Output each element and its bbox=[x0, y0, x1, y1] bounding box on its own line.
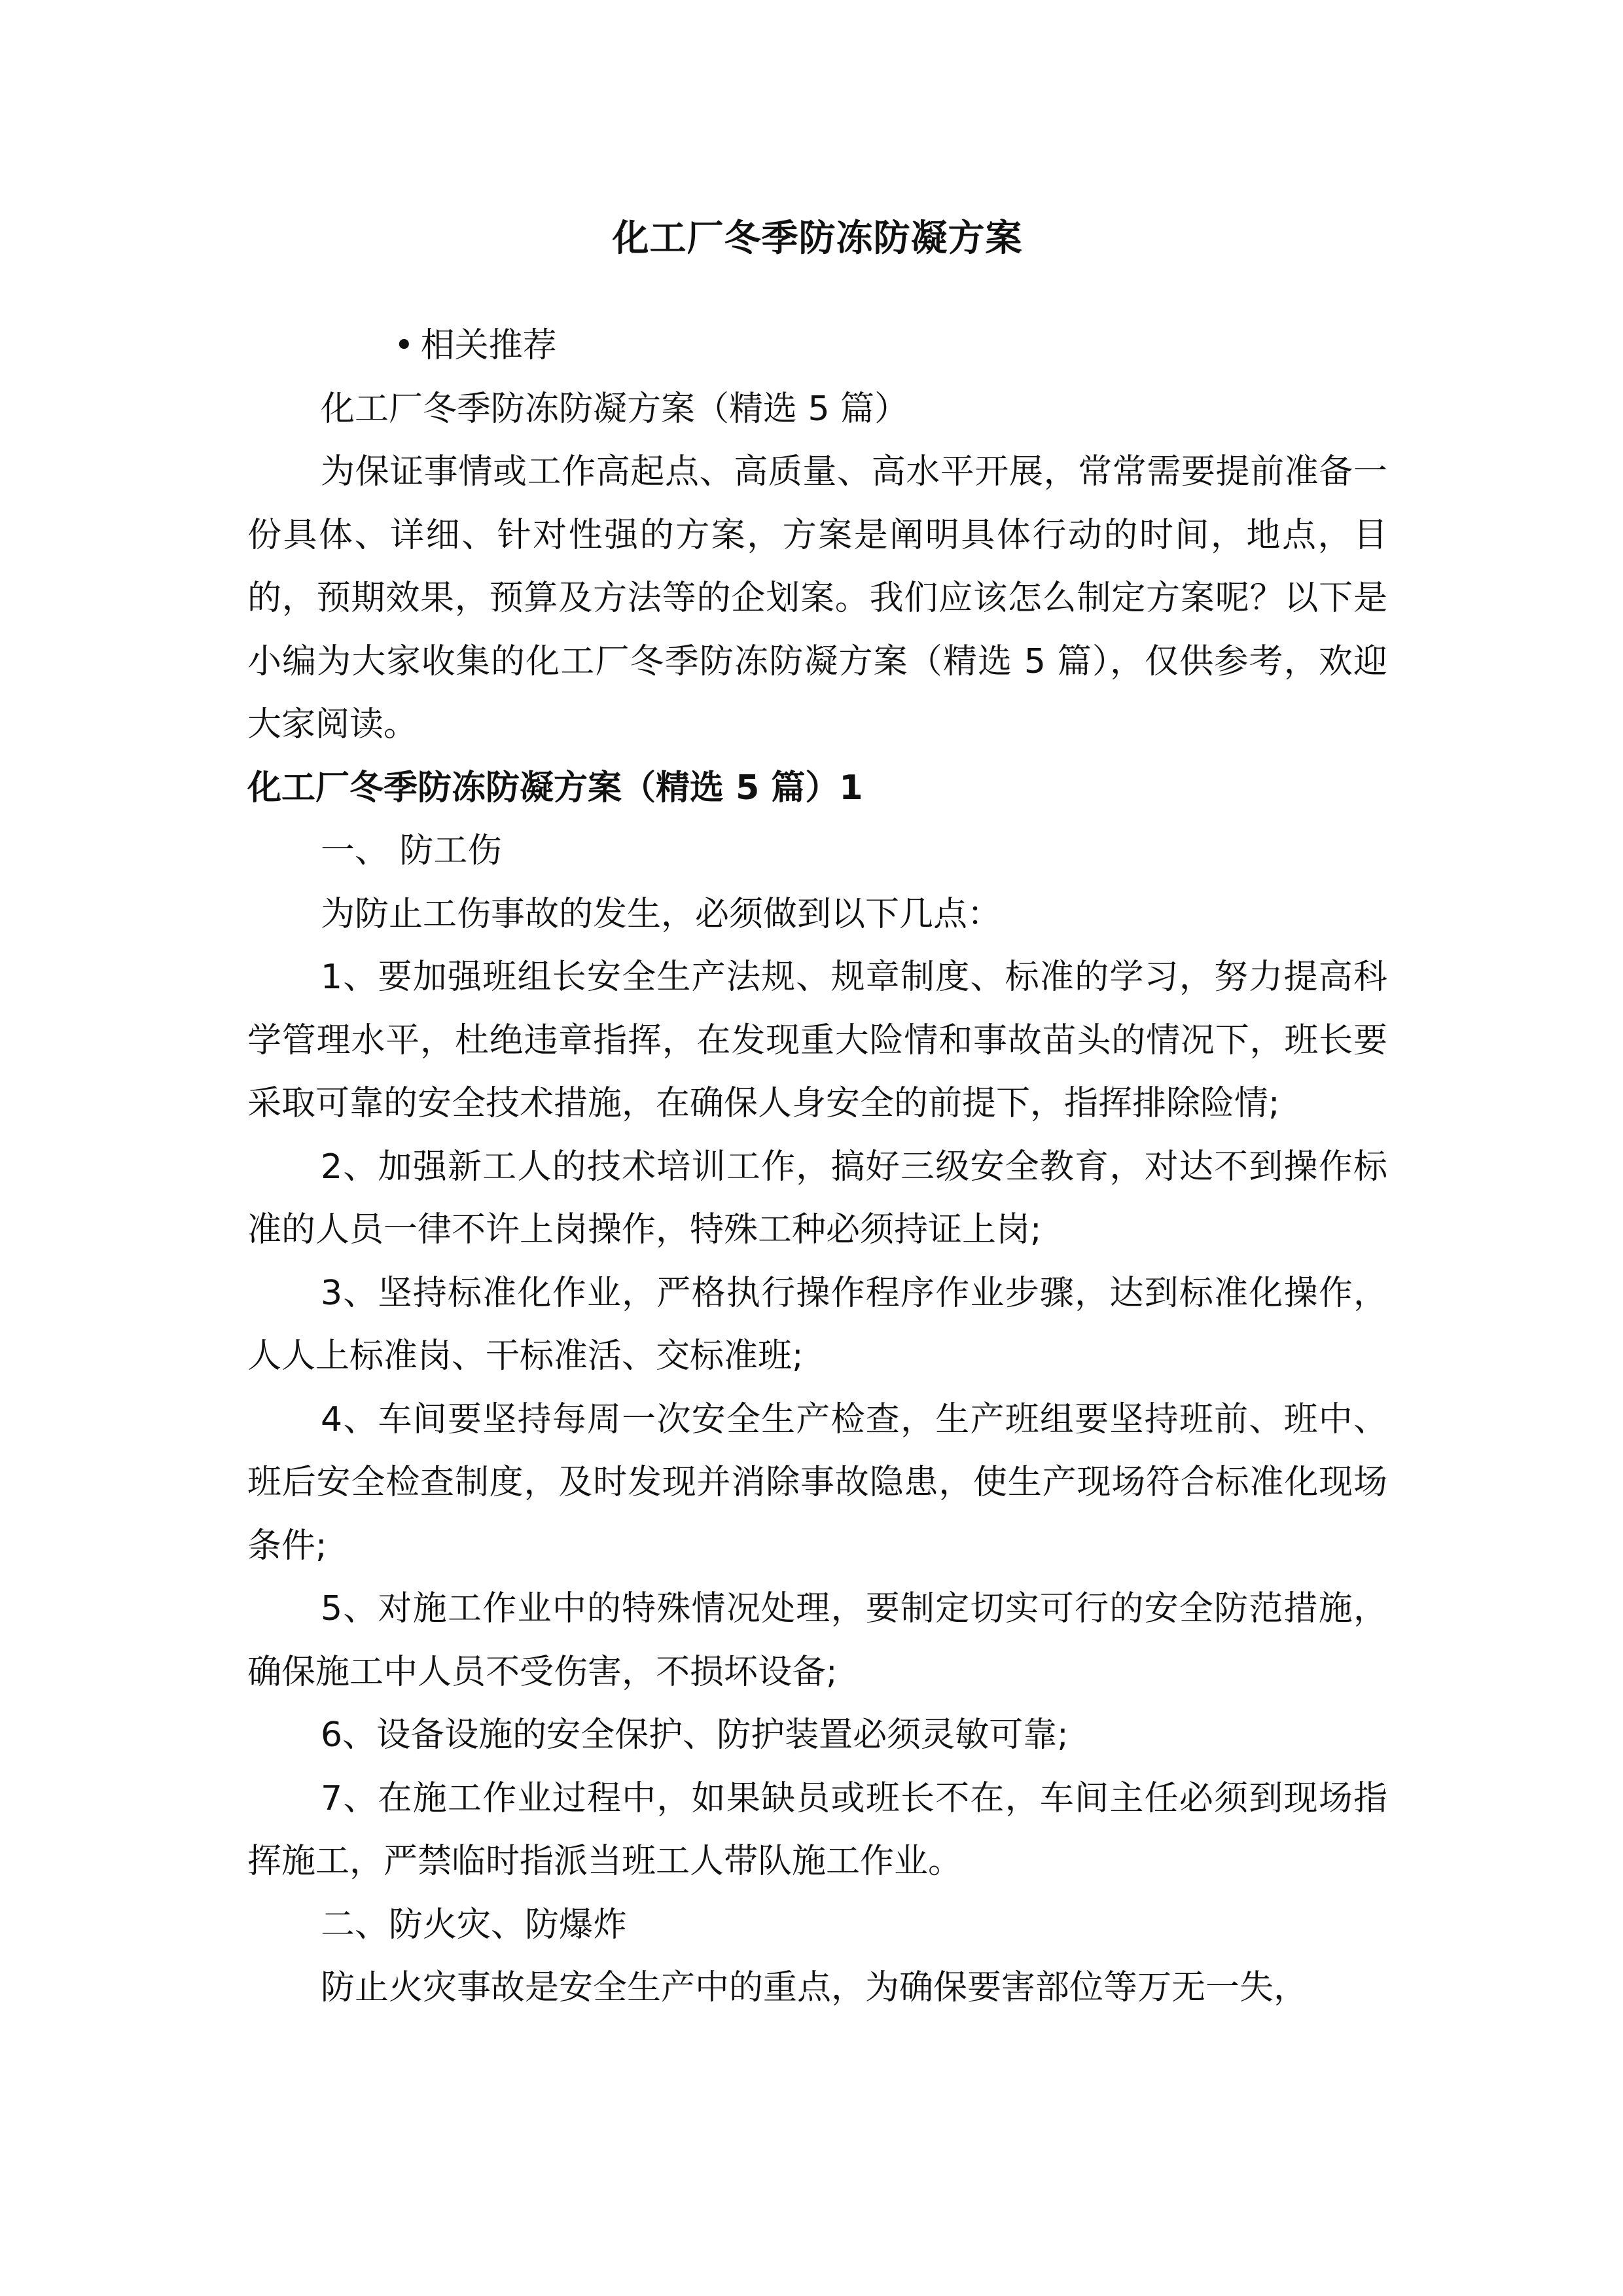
section-paragraph: 防止火灾事故是安全生产中的重点，为确保要害部位等万无一失， bbox=[321, 1968, 1308, 2007]
section-paragraph: 4、车间要坚持每周一次安全生产检查，生产班组要坚持班前、班中、班后安全检查制度，及时发现并消除事故隐患，使生产现场符合标准化现场条件; bbox=[247, 1399, 1387, 1566]
bullet-icon: • bbox=[394, 326, 414, 365]
recommend-label[interactable]: 相关推荐 bbox=[420, 326, 557, 365]
section-paragraph: 1、要加强班组长安全生产法规、规章制度、标准的学习，努力提高科学管理水平，杜绝违章指挥，在发现重大险情和事故苗头的情况下，班长要采取可靠的安全技术措施，在确保人身安全的前提下，指挥排除险情; bbox=[247, 958, 1387, 1123]
document-title: 化工厂冬季防冻防凝方案 bbox=[612, 217, 1023, 260]
section-paragraph: 2、加强新工人的技术培训工作，搞好三级安全教育，对达不到操作标准的人员一律不许上岗操作，特殊工种必须持证上岗; bbox=[247, 1147, 1387, 1249]
section-item-heading: 一、 防工伤 bbox=[321, 831, 502, 870]
recommend-line bbox=[247, 314, 1387, 378]
section-item-heading: 二、防火灾、防爆炸 bbox=[321, 1905, 628, 1945]
section-paragraph: 7、在施工作业过程中，如果缺员或班长不在，车间主任必须到现场指挥施工，严禁临时指派当班工人带队施工作业。 bbox=[247, 1778, 1387, 1881]
section-paragraph: 为防止工伤事故的发生，必须做到以下几点： bbox=[321, 894, 1002, 934]
section-paragraph: 5、对施工作业中的特殊情况处理，要制定切实可行的安全防范措施，确保施工中人员不受伤害，不损坏设备; bbox=[247, 1589, 1387, 1692]
section-paragraph: 6、设备设施的安全保护、防护装置必须灵敏可靠; bbox=[321, 1715, 1069, 1755]
section-heading: 化工厂冬季防冻防凝方案（精选 5 篇）1 bbox=[247, 768, 863, 808]
section-paragraph: 3、坚持标准化作业，严格执行操作程序作业步骤，达到标准化操作，人人上标准岗、干标准活、交标准班; bbox=[247, 1273, 1387, 1376]
intro-paragraph: 为保证事情或工作高起点、高质量、高水平开展，常常需要提前准备一份具体、详细、针对性强的方案，方案是阐明具体行动的时间，地点，目的，预期效果，预算及方法等的企划案。我们应该怎么制定方案呢？以下是小编为大家收集的化工厂冬季防冻防凝方案（精选 5 篇），仅供参考，欢迎大家阅读。 bbox=[247, 452, 1387, 744]
document-content bbox=[247, 209, 1387, 2020]
intro-subtitle: 化工厂冬季防冻防凝方案（精选 5 篇） bbox=[321, 389, 909, 429]
